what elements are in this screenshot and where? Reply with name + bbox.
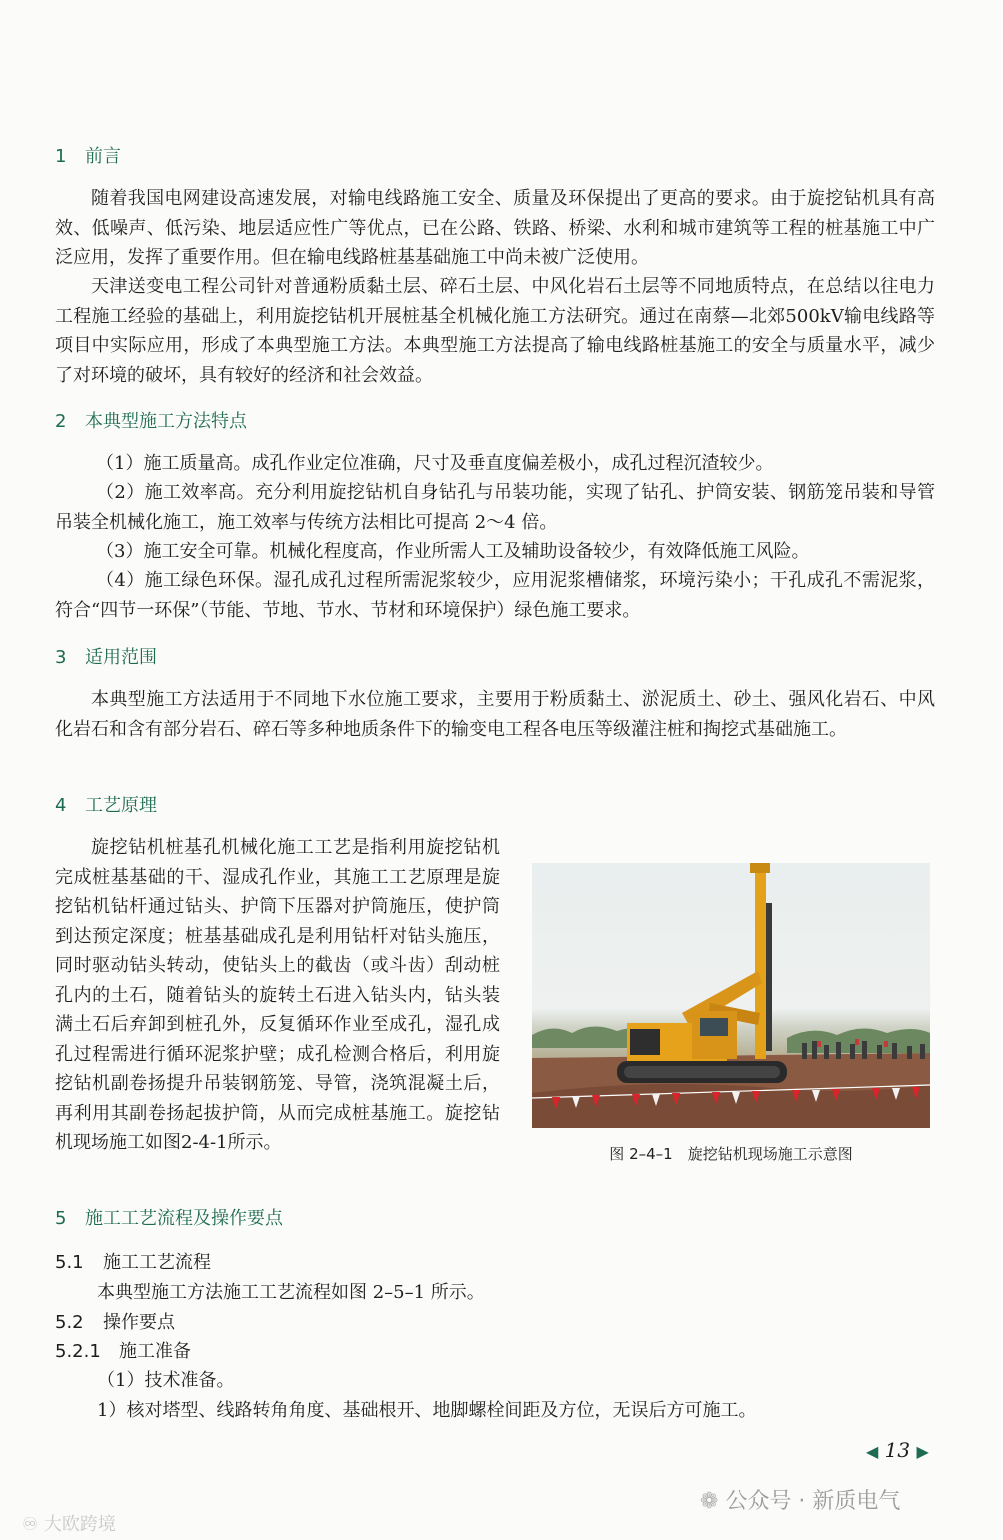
watermark-logo-icon: ♾: [22, 1514, 39, 1535]
wechat-icon: ❁: [700, 1489, 719, 1514]
section-title: 施工工艺流程及操作要点: [85, 1208, 283, 1229]
paragraph-principle: 旋挖钻机桩基孔机械化施工工艺是指利用旋挖钻机完成桩基基础的干、湿成孔作业，其施工工艺原理是旋挖钻机钻杆通过钻头、护筒下压器对护筒施压，使护筒到达预定深度；桩基基础成孔是利用钻杆对钻头施压，同时驱动钻头转动，使钻头上的截齿（或斗齿）刮动桩孔内的土石，随着钻头的旋转土石进入钻头内，钻头装满土石后弃卸到桩孔外，反复循环作业至成孔，湿孔成孔过程需进行循环泥浆护壁；成孔检测合格后，利用旋挖钻机副卷扬提升吊装钢筋笼、导管，浇筑混凝土后，再利用其副卷扬起拔护筒，从而完成桩基施工。旋挖钻机现场施工如图2-4-1所示。: [55, 837, 500, 1153]
subsection-heading-5-2: [55, 1308, 175, 1334]
subsection-title: 操作要点: [103, 1312, 175, 1333]
paragraph-process-flow: 本典型施工方法施工工艺流程如图 2–5–1 所示。: [97, 1282, 485, 1303]
page-number-text: 13: [884, 1438, 911, 1462]
subsection-heading-5-2-1: [55, 1337, 191, 1363]
next-triangle-icon: ▶: [916, 1442, 929, 1461]
subsection-title: 施工工艺流程: [103, 1252, 211, 1273]
subsection-number: 5.1: [55, 1252, 84, 1273]
subsection-number: 5.2.1: [55, 1341, 101, 1362]
section-number: 1: [55, 146, 67, 167]
section-heading-1: [55, 142, 121, 168]
paragraph-intro-2: 天津送变电工程公司针对普通粉质黏土层、碎石土层、中风化岩石土层等不同地质特点，在总结以往电力工程施工经验的基础上，利用旋挖钻机开展桩基全机械化施工方法研究。通过在南蔡—北郊500kV输电线路等项目中实际应用，形成了本典型施工方法。本典型施工方法提高了输电线路桩基施工的安全与质量水平，减少了对环境的破坏，具有较好的经济和社会效益。: [55, 276, 935, 386]
subsection-title: 施工准备: [119, 1341, 191, 1362]
prev-triangle-icon: ◀: [866, 1442, 879, 1461]
paragraph-intro-1: 随着我国电网建设高速发展，对输电线路施工安全、质量及环保提出了更高的要求。由于旋挖钻机具有高效、低噪声、低污染、地层适应性广等优点，已在公路、铁路、桥梁、水利和城市建筑等工程的桩基施工中广泛应用，发挥了重要作用。但在输电线路桩基基础施工中尚未被广泛使用。: [55, 188, 935, 268]
figure-caption: 图 2–4–1 旋挖钻机现场施工示意图: [609, 1145, 853, 1163]
watermark-wechat: [700, 1484, 900, 1515]
section-number: 4: [55, 795, 67, 816]
subsection-number: 5.2: [55, 1312, 84, 1333]
watermark-corner: [22, 1510, 116, 1536]
watermark-wechat-text: 公众号 · 新质电气: [725, 1489, 901, 1514]
text-line-technical-prep: （1）技术准备。: [97, 1370, 235, 1391]
feature-item-4: （4）施工绿色环保。湿孔成孔过程所需泥浆较少，应用泥浆槽储浆，环境污染小；干孔成孔不需泥浆，符合“四节一环保”（节能、节地、节水、节材和环境保护）绿色施工要求。: [55, 570, 935, 621]
section-title: 适用范围: [85, 647, 157, 668]
drilling-rig-illustration: [532, 863, 930, 1128]
section-heading-4: [55, 791, 157, 817]
feature-item-2: （2）施工效率高。充分利用旋挖钻机自身钻孔与吊装功能，实现了钻孔、护筒安装、钢筋笼吊装和导管吊装全机械化施工，施工效率与传统方法相比可提高 2～4 倍。: [55, 482, 935, 533]
subsection-heading-5-1: [55, 1248, 211, 1274]
page-number: [866, 1438, 929, 1462]
section-number: 5: [55, 1208, 67, 1229]
drilling-rig-photo: [532, 863, 930, 1128]
section-heading-2: [55, 407, 247, 433]
section-number: 2: [55, 411, 67, 432]
section-heading-5: [55, 1204, 283, 1230]
watermark-corner-text: 大欧跨境: [43, 1514, 116, 1535]
section-title: 工艺原理: [85, 795, 157, 816]
section-title: 本典型施工方法特点: [85, 411, 247, 432]
feature-item-1: （1）施工质量高。成孔作业定位准确，尺寸及垂直度偏差极小，成孔过程沉渣较少。: [96, 453, 774, 474]
feature-item-3: （3）施工安全可靠。机械化程度高，作业所需人工及辅助设备较少，有效降低施工风险。: [96, 541, 810, 562]
section-number: 3: [55, 647, 67, 668]
text-line-check-tower: 1）核对塔型、线路转角角度、基础根开、地脚螺栓间距及方位，无误后方可施工。: [97, 1400, 757, 1421]
section-title: 前言: [85, 146, 121, 167]
paragraph-scope: 本典型施工方法适用于不同地下水位施工要求，主要用于粉质黏土、淤泥质土、砂土、强风化岩石、中风化岩石和含有部分岩石、碎石等多种地质条件下的输变电工程各电压等级灌注桩和掏挖式基础施工。: [55, 689, 935, 740]
section-heading-3: [55, 643, 157, 669]
